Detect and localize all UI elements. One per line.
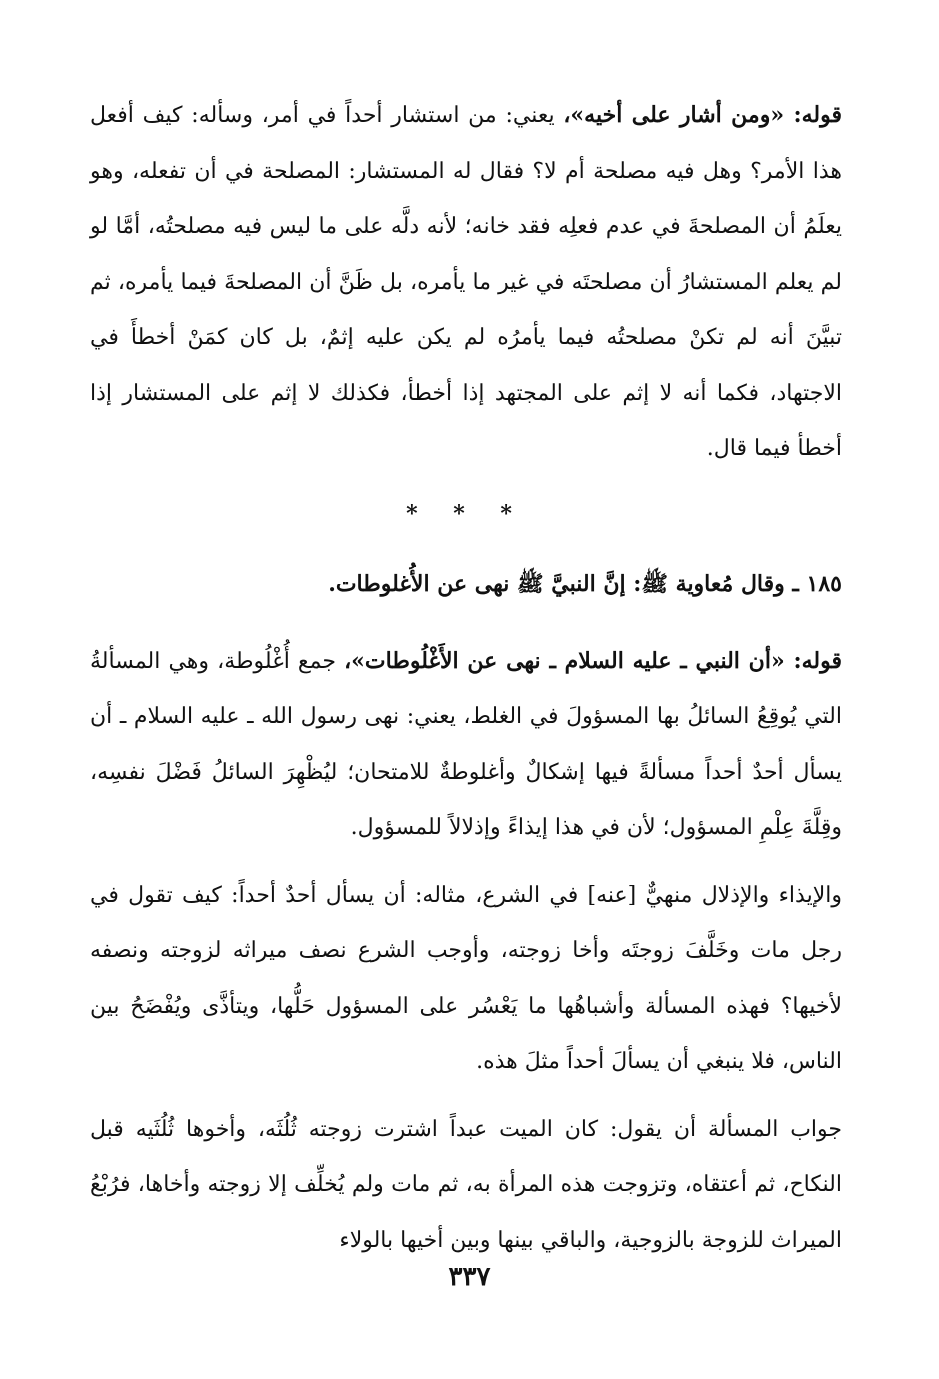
- hadith-heading: ١٨٥ ـ وقال مُعاوية ﷺ: إنَّ النبيَّ ﷺ نهى عن الأُغلوطات.: [328, 570, 842, 597]
- paragraph-3: [90, 868, 842, 1090]
- page-body: [90, 88, 842, 1268]
- paragraph-3-text: والإيذاء والإذلال منهيٌّ [عنه] في الشرع، مثاله: أن يسأل أحدٌ أحداً: كيف تقول في رجل مات وخَلَّفَ زوجتَه وأخا زوجته، وأوجب الشرع نصف ميراثه لزوجته ونصفه لأخيها؟ فهذه المسألة وأشباهُها ما يَعْسُر على المسؤول حَلُّها، ويتأذَّى ويُفْضَحُ بين الناس، فلا ينبغي أن يسألَ أحداً مثلَ هذه.: [90, 882, 842, 1074]
- paragraph-2: [90, 634, 842, 856]
- paragraph-4-text: جواب المسألة أن يقول: كان الميت عبداً اشترت زوجته ثُلُثَه، وأخوها ثُلُثَيه قبل النكاح، ثم أعتقاه، وتزوجت هذه المرأة به، ثم مات ولم يُخلِّف إلا زوجته وأخاها، فرُبْعُ الميراث للزوجة بالزوجية، والباقي بينها وبين أخيها بالولاء: [90, 1116, 842, 1253]
- paragraph-1: [90, 88, 842, 477]
- paragraph-1-text: يعني: من استشار أحداً في أمر، وسأله: كيف أفعل هذا الأمر؟ وهل فيه مصلحة أم لا؟ فقال له المستشار: المصلحة في أن تفعله، وهو يعلَمُ أن المصلحةَ في عدم فعلِه فقد خانه؛ لأنه دلَّه على ما ليس فيه مصلحتُه، أمَّا لو لم يعلم المستشارُ أن مصلحتَه في غير ما يأمره، بل ظَنَّ أن المصلحةَ فيما يأمره، ثم تبيَّنَ أنه لم تكنْ مصلحتُه فيما يأمرُه لم يكن عليه إثمٌ، بل كان كمَنْ أخطأَ في الاجتهاد، فكما أنه لا إثم على المجتهد إذا أخطأ، فكذلك لا إثم على المستشار إذا أخطأ فيما قال.: [90, 103, 842, 461]
- page-number: ٣٣٧: [448, 1262, 491, 1292]
- paragraph-2-lead: قوله: «أن النبي ـ عليه السلام ـ نهى عن الأَغْلُوطات»،: [344, 647, 842, 674]
- paragraph-2-text: جمع أُغْلُوطة، وهي المسألةُ التي يُوقِعُ السائلُ بها المسؤولَ في الغلط، يعني: نهى رسول الله ـ عليه السلام ـ أن يسأل أحدٌ أحداً مسألةً فيها إشكالٌ وأغلوطةٌ للامتحان؛ ليُظْهِرَ السائلُ فَضْلَ نفسِه، وقِلَّةَ عِلْمِ المسؤول؛ لأن في هذا إيذاءً وإذلالاً للمسؤول.: [90, 648, 842, 840]
- section-separator: * * *: [406, 500, 526, 527]
- paragraph-4: [90, 1102, 842, 1269]
- paragraph-1-lead: قوله: «ومن أشار على أخيه»،: [563, 102, 842, 128]
